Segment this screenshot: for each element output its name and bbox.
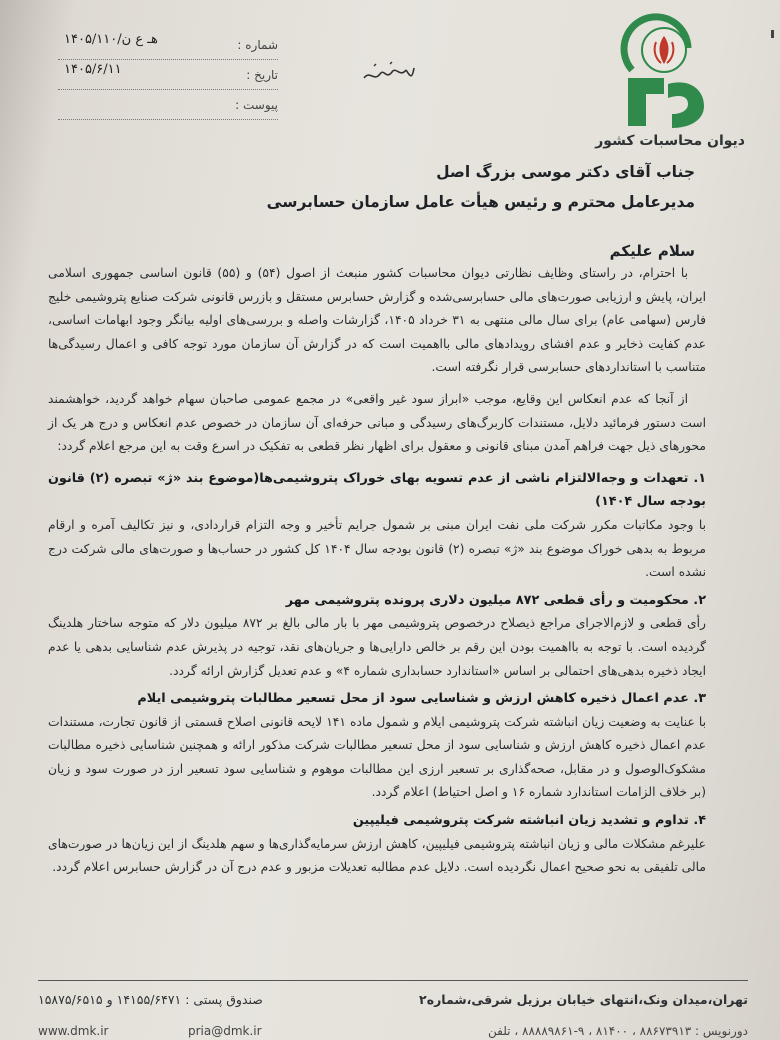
number-label: شماره : bbox=[237, 38, 278, 52]
letter-metadata bbox=[58, 30, 278, 120]
footer-po-box: صندوق پستی : ۱۴۱۵۵/۶۴۷۱ و ۱۵۸۷۵/۶۵۱۵ bbox=[38, 992, 263, 1007]
letter-number-row bbox=[58, 30, 278, 60]
greeting: سلام علیکم bbox=[609, 242, 695, 260]
letter-attachment-row bbox=[58, 90, 278, 120]
number-value: ۱۴۰۵/۱۱۰/هـ ع ن bbox=[64, 32, 158, 47]
date-value: ۱۴۰۵/۶/۱۱ bbox=[64, 62, 122, 77]
heading-item-4: ۴. تداوم و تشدید زیان انباشته شرکت پتروشیمی فیلیپین bbox=[352, 813, 706, 829]
footer bbox=[38, 990, 748, 1014]
addressee-name: جناب آقای دکتر موسی بزرگ اصل bbox=[436, 163, 695, 181]
attachment-label: پیوست : bbox=[235, 98, 278, 112]
date-label: تاریخ : bbox=[246, 68, 278, 82]
heading-item-1: ۱. تعهدات و وجه‌الالتزام ناشی از عدم تسویه بهای خوراک پتروشیمی‌ها(موضوع بند «ژ» تبصره (۲) قانون بودجه سال ۱۴۰۴) bbox=[48, 470, 706, 510]
paragraph-item-2: رأی قطعی و لازم‌الاجرای مراجع ذیصلاح درخصوص پتروشیمی مهر با بار مالی بالغ بر ۸۷۲ میلیون دلار که متوجه ساختار هلدینگ گردیده است. با توجه به بااهمیت بودن این رقم بر خالص دارایی‌ها و جریان‌های نقد، توجیه در پذیرش عدم شناسایی بدهی یا عدم ایجاد ذخیره بدهی‌های احتمالی بر اساس «استاندارد حسابداری شماره ۴» و عدم تعدیل گزارش ارائه گردد. bbox=[48, 616, 706, 678]
addressee-title: مدیرعامل محترم و رئیس هیأت عامل سازمان حسابرسی bbox=[266, 193, 695, 211]
invocation-calligraphy bbox=[360, 58, 418, 88]
footer-divider bbox=[38, 980, 748, 981]
paragraph-item-3: با عنایت به وضعیت زیان انباشته شرکت پتروشیمی ایلام و شمول ماده ۱۴۱ لایحه قانونی اصلاح قسمتی از قانون تجارت، مستندات عدم اعمال ذخیره کاهش ارزش و شناسایی سود از محل تسعیر مطالبات شرکت مذکور ارائه و همچنین شناسایی ذخیره مطالبات مشکوک‌الوصول و در مقابل، صحه‌گذاری بر تسعیر ارزی این مطالبات موهوم و شناسایی سود تسعیر ارز در صورت سود و زیان (بر خلاف الزامات استاندارد شماره ۱۶ و اصل احتیاط) اعلام گردد. bbox=[48, 714, 706, 800]
footer-email[interactable]: pria@dmk.ir bbox=[188, 1024, 262, 1038]
paragraph-item-1: با وجود مکاتبات مکرر شرکت ملی نفت ایران مبنی بر شمول جرایم تأخیر و وجه التزام قراردادی، و نیز تکالیف آمره و ارقام مربوط به بدهی خوراک موضوع بند «ژ» تبصره (۲) قانون بودجه سال ۱۴۰۴ کل کشور در حساب‌ها و صورت‌های مالی شرکت درج نشده است. bbox=[48, 517, 706, 580]
paragraph-intro: با احترام، در راستای وظایف نظارتی دیوان محاسبات کشور منبعث از اصول (۵۴) و (۵۵) قانون اساسی جمهوری اسلامی ایران، پایش و ارزیابی صورت‌های مالی حسابرسی‌شده و گزارش حسابرس مستقل و بازرس قانونی شرکت صنایع پتروشیمی خلیج فارس (سهامی عام) برای سال مالی منتهی به ۳۱ خرداد ۱۴۰۵، گزارشات واصله و بررسی‌های اولیه بیانگر وجود ابهامات اساسی، عدم کفایت ذخایر و عدم افشای رویدادهای مالی بااهمیت است که در گزارش آن سازمان مورد توجه کافی و اعمال رسیدگی‌ها متناسب با استانداردهای حسابرسی قرار نگرفته است. bbox=[48, 266, 706, 375]
heading-item-2: ۲. محکومیت و رأی قطعی ۸۷۲ میلیون دلاری پرونده پتروشیمی مهر bbox=[285, 592, 706, 608]
paragraph-request: از آنجا که عدم انعکاس این وقایع، موجب «ابراز سود غیر واقعی» در مجمع عمومی صاحبان سهام خواهد گردید، خواهشمند است دستور فرمائید دلایل، مستندات کاربرگ‌های رسیدگی و مبانی حرفه‌ای آن سازمان در خصوص عدم انعکاس و درج هر یک از محورهای ذیل جهت فراهم آمدن مبنای قانونی و معقول برای اظهار نظر قطعی به تفکیک در اسرع وقت به این مرجع اعلام گردد: bbox=[48, 391, 706, 454]
footer-phones: دورنویس : ۸۸۶۷۳۹۱۳ ، ۸۱۴۰۰ ، ۹-۸۸۸۸۹۸۶۱ ، تلفن bbox=[487, 1024, 748, 1038]
footer-address: تهران،میدان ونک،انتهای خیابان برزیل شرقی،شماره۲ bbox=[419, 992, 748, 1007]
heading-item-3: ۳. عدم اعمال ذخیره کاهش ارزش و شناسایی سود از محل تسعیر مطالبات پتروشیمی ایلام bbox=[137, 691, 706, 707]
organization-name: دیوان محاسبات کشور bbox=[595, 133, 745, 149]
edge-mark bbox=[771, 30, 774, 38]
addressee-block bbox=[135, 157, 695, 217]
letter-body bbox=[48, 262, 706, 884]
court-of-audit-emblem bbox=[618, 8, 710, 133]
paragraph-item-4: علیرغم مشکلات مالی و زیان انباشته پتروشیمی فیلیپین، کاهش ارزش سرمایه‌گذاری‌ها و سهم هلدینگ از این زیان‌ها در صورت‌های مالی تلفیقی به نحو صحیح اعمال نگردیده است. دلایل عدم مطالبه تعدیلات مزبور و عدم درج آن در گزارش حسابرس اعلام گردد. bbox=[48, 836, 706, 875]
letter-date-row bbox=[58, 60, 278, 90]
footer-website[interactable]: www.dmk.ir bbox=[38, 1024, 109, 1038]
